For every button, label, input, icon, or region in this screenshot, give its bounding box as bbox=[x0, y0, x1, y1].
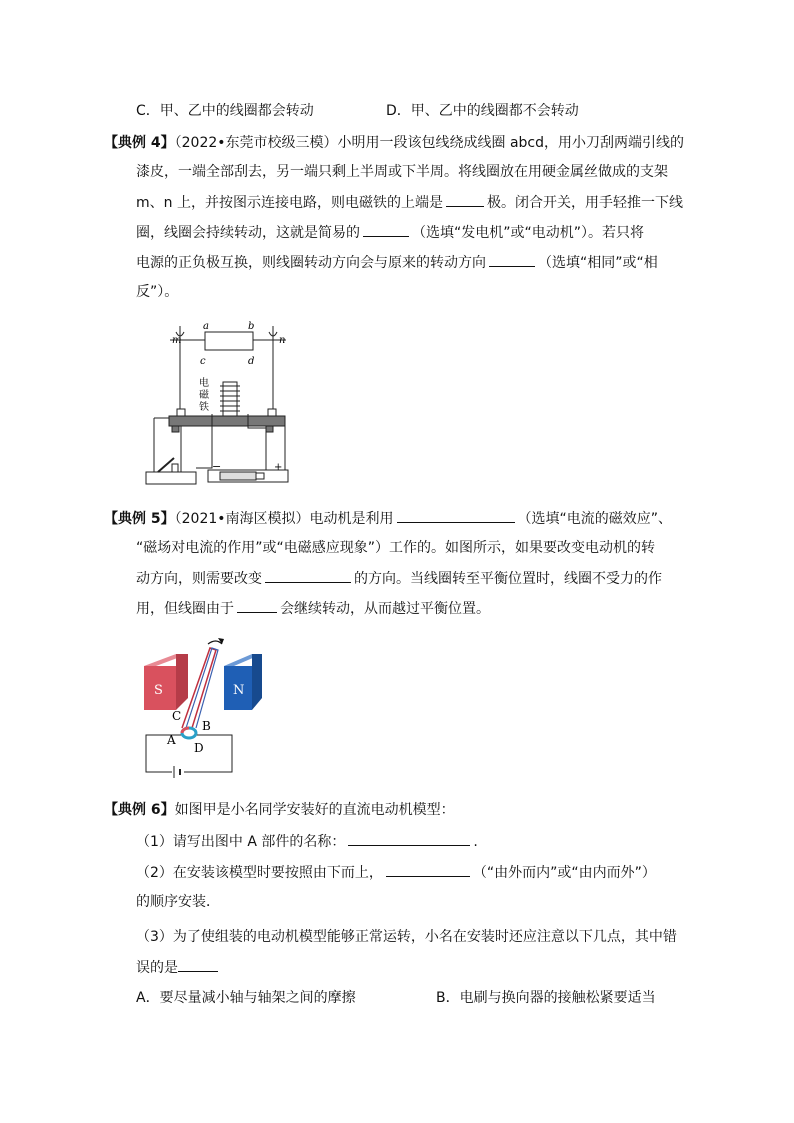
example4-line4: 圈，线圈会持续转动，这就是简易的 （选填“发电机”或“电动机”）。若只将 bbox=[136, 222, 644, 243]
example4-source: （2022•东莞市校级三模） bbox=[174, 135, 338, 151]
battery-plus: + bbox=[274, 462, 283, 473]
motor-circuit-figure bbox=[136, 318, 298, 490]
magnet-n-label: N bbox=[233, 683, 245, 698]
option-b: B．电刷与换向器的接触松紧要适当 bbox=[436, 990, 656, 1006]
example5-line3: 动方向，则需要改变 的方向。当线圈转至平衡位置时，线圈不受力的作 bbox=[136, 568, 662, 589]
label-electromagnet-1: 电 bbox=[199, 378, 209, 389]
option-a: A．要尽量减小轴与轴架之间的摩擦 bbox=[136, 990, 356, 1006]
answer-blank[interactable] bbox=[489, 252, 535, 267]
label-n: n bbox=[279, 335, 286, 346]
example5-source: （2021•南海区模拟） bbox=[174, 511, 310, 527]
question-2-cont: 的顺序安装． bbox=[136, 894, 220, 910]
answer-blank[interactable] bbox=[348, 831, 470, 846]
example4-line5: 电源的正负极互换，则线圈转动方向会与原来的转动方向 （选填“相同”或“相 bbox=[136, 252, 658, 273]
example5-line4: 用，但线圈由于 会继续转动，从而越过平衡位置。 bbox=[136, 598, 490, 619]
example5-tag: 【典例 5】 bbox=[104, 511, 175, 527]
example4-line6: 反”）。 bbox=[136, 284, 179, 300]
label-b: B bbox=[202, 719, 211, 733]
example5-line2: “磁场对电流的作用”或“电磁感应现象”）工作的。如图所示，如果要改变电动机的转 bbox=[136, 540, 656, 556]
question-3: （3）为了使组装的电动机模型能够正常运转，小名在安装时还应注意以下几点，其中错 bbox=[136, 929, 677, 945]
question-1: （1）请写出图中 A 部件的名称： . bbox=[136, 831, 478, 852]
label-c: c bbox=[200, 356, 206, 367]
example4-line1: 【典例 4】（2022•东莞市校级三模）小明用一段该包线绕成线圈 abcd，用小刀刮两端引线的 bbox=[104, 135, 685, 151]
label-electromagnet-3: 铁 bbox=[199, 402, 209, 413]
label-d: d bbox=[248, 356, 255, 367]
question-2: （2）在安装该模型时要按照由下而上， （“由外而内”或“由内而外”） bbox=[136, 862, 656, 883]
label-m: m bbox=[172, 335, 182, 346]
option-d: D．甲、乙中的线圈都不会转动 bbox=[386, 103, 579, 119]
example6-tag: 【典例 6】 bbox=[104, 802, 175, 818]
magnet-s-label: S bbox=[154, 683, 163, 698]
label-c: C bbox=[172, 709, 182, 723]
example4-tag: 【典例 4】 bbox=[104, 135, 175, 151]
answer-blank[interactable] bbox=[363, 222, 409, 237]
label-a: A bbox=[167, 733, 176, 747]
answer-blank[interactable] bbox=[397, 508, 515, 523]
answer-blank[interactable] bbox=[178, 957, 218, 972]
example5-line1: 【典例 5】（2021•南海区模拟）电动机是利用 （选填“电流的磁效应”、 bbox=[104, 508, 672, 529]
answer-blank[interactable] bbox=[237, 598, 277, 613]
battery-minus: − bbox=[212, 460, 222, 473]
label-b: b bbox=[248, 321, 255, 332]
answer-blank[interactable] bbox=[265, 568, 351, 583]
example4-line3: m、n 上，并按图示连接电路，则电磁铁的上端是 极。闭合开关，用手轻推一下线 bbox=[136, 192, 683, 213]
label-electromagnet-2: 磁 bbox=[199, 390, 209, 401]
example4-line2: 漆皮，一端全部刮去，另一端只剩上半周或下半周。将线圈放在用硬金属丝做成的支架 bbox=[136, 164, 668, 180]
answer-blank[interactable] bbox=[386, 862, 470, 877]
answer-blank[interactable] bbox=[446, 192, 484, 207]
label-a: a bbox=[203, 321, 209, 332]
example6-line1: 【典例 6】如图甲是小名同学安装好的直流电动机模型： bbox=[104, 802, 455, 818]
label-d: D bbox=[194, 741, 204, 755]
option-c: C．甲、乙中的线圈都会转动 bbox=[136, 103, 314, 119]
question-3-cont: 误的是 bbox=[136, 957, 221, 978]
dc-motor-figure bbox=[132, 636, 267, 781]
